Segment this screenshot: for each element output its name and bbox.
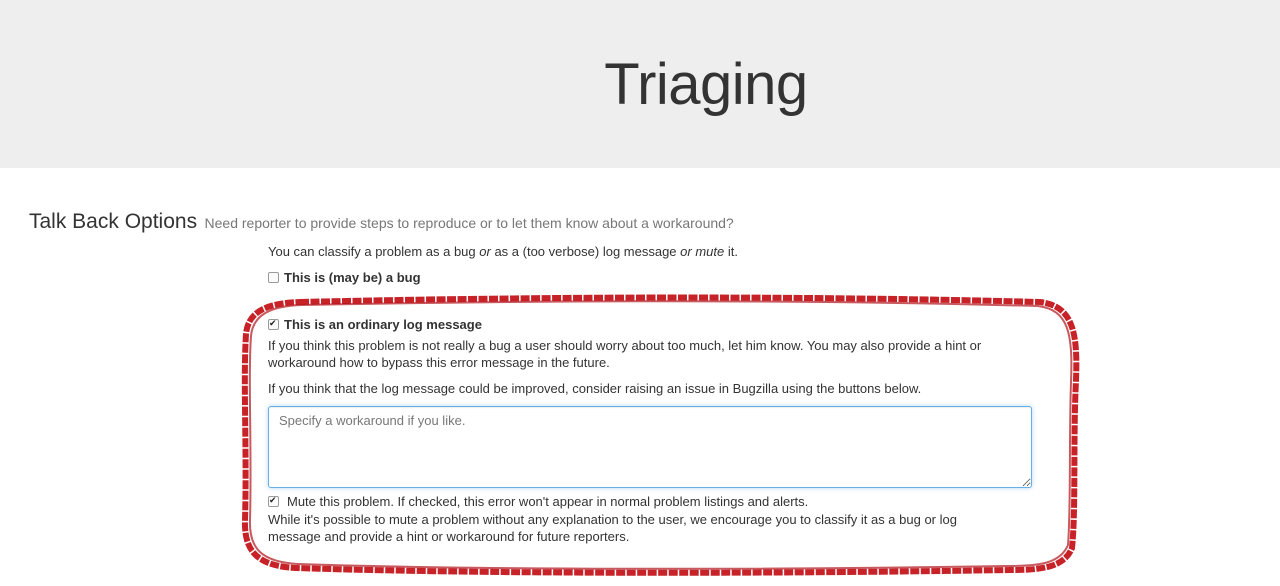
mute-description: While it's possible to mute a problem without any explanation to the user, we encourage you to classify it as a bug or log message and provide a hint or workaround for future reporters. (268, 512, 957, 544)
intro-or-mute: or mute (680, 244, 725, 259)
section-header (29, 210, 734, 234)
log-description: If you think this problem is not really a bug a user should worry about too much, let him know. You may also provide a hint or workaround how to bypass this error message in the future. (268, 338, 982, 370)
bug-checkbox[interactable] (268, 272, 279, 283)
intro-text (268, 243, 1028, 260)
intro-part3: it. (724, 244, 738, 259)
mute-checkbox[interactable] (268, 496, 279, 507)
section-subtitle: Need reporter to provide steps to reproduce or to let them know about a workaround? (204, 215, 734, 231)
log-checkbox[interactable] (268, 319, 279, 330)
mute-option-label: Mute this problem. If checked, this error won't appear in normal problem listings and alerts. (287, 494, 809, 509)
intro-or: or (479, 244, 491, 259)
log-improve-hint: If you think that the log message could be improved, consider raising an issue in Bugzilla using the buttons below. (268, 381, 922, 396)
page-banner (0, 0, 1280, 168)
mute-option[interactable] (268, 493, 808, 510)
log-option-label: This is an ordinary log message (284, 317, 482, 332)
log-option[interactable] (268, 316, 482, 333)
section-title: Talk Back Options (29, 210, 198, 233)
workaround-textarea[interactable] (268, 406, 1032, 488)
page-title: Triaging (604, 52, 808, 117)
intro-part1: You can classify a problem as a bug (268, 244, 480, 259)
intro-part2: as a (too verbose) log message (490, 244, 681, 259)
bug-option[interactable] (268, 269, 421, 286)
bug-option-label: This is (may be) a bug (284, 270, 421, 285)
